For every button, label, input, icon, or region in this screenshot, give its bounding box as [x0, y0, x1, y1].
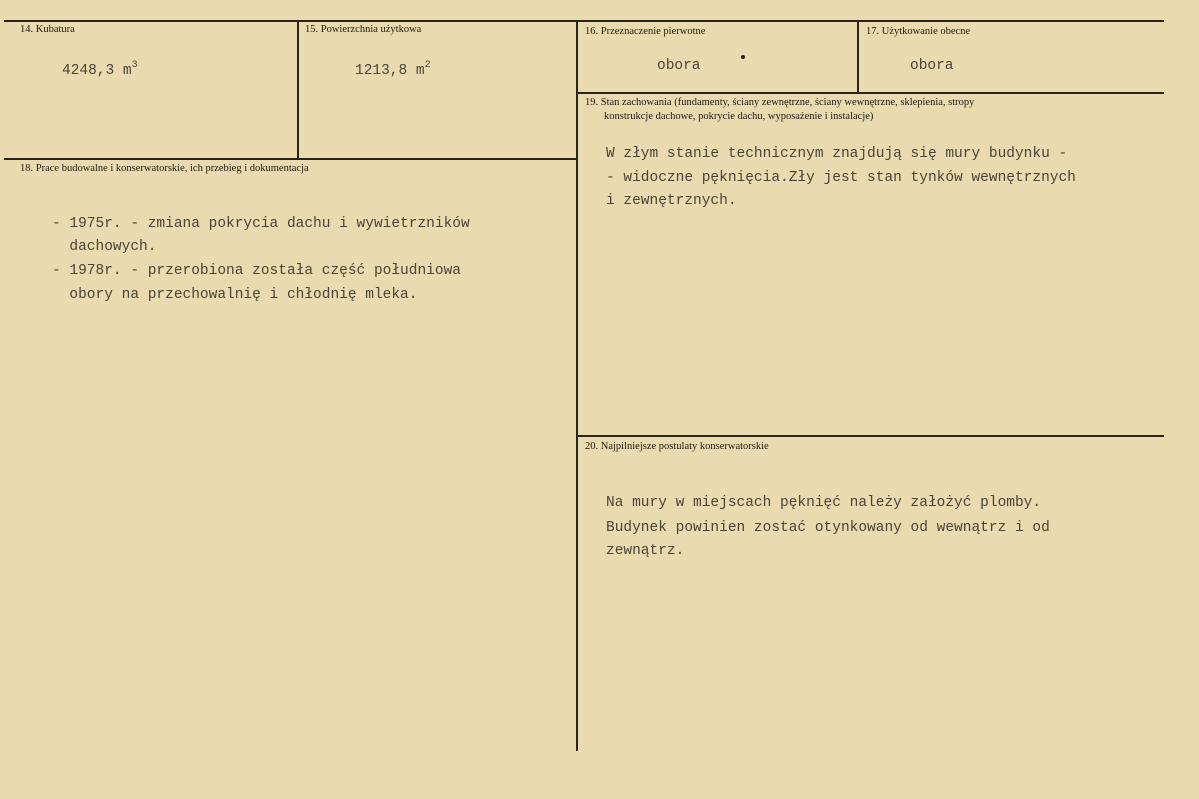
field-16-value: obora [657, 58, 701, 74]
field-17-value: obora [910, 58, 954, 74]
field-15-value: 1213,8 $m^2$ [355, 60, 431, 79]
field-19-line: i zewnętrznych. [606, 193, 737, 209]
field-18-line: obory na przechowalnię i chłodnię mleka. [52, 287, 418, 303]
field-17-label: 17. Użytkowanie obecne [866, 26, 971, 37]
field-14-label: 14. Kubatura [20, 24, 75, 35]
rule-above-20 [577, 435, 1164, 437]
center-divider [576, 21, 578, 751]
field-19-line: - widoczne pęknięcia.Zły jest stan tynków wewnętrznych [606, 170, 1076, 186]
ink-dot [741, 55, 745, 59]
field-18-line: - 1975r. - zmiana pokrycia dachu i wywietrzników [52, 216, 470, 232]
field-20-line: Budynek powinien zostać otynkowany od wewnątrz i od [606, 520, 1050, 536]
field-19-label: 19. Stan zachowania (fundamenty, ściany zewnętrzne, ściany wewnętrzne, sklepienia, stropy [585, 97, 975, 108]
field-18-label: 18. Prace budowalne i konserwatorskie, ich przebieg i dokumentacja [20, 163, 309, 174]
field-20-label: 20. Najpilniejsze postulaty konserwatorskie [585, 441, 769, 452]
rule-under-14-15 [4, 158, 577, 160]
divider-16-17 [857, 21, 859, 92]
rule-under-16-17 [577, 92, 1164, 94]
divider-14-15 [297, 21, 299, 158]
field-20-line: Na mury w miejscach pęknięć należy założyć plomby. [606, 495, 1042, 511]
field-19-label-cont: konstrukcje dachowe, pokrycie dachu, wyposażenie i instalacje) [604, 111, 874, 122]
field-16-label: 16. Przeznaczenie pierwotne [585, 26, 706, 37]
field-19-line: W złym stanie technicznym znajdują się mury budynku - [606, 146, 1068, 162]
field-18-line: - 1978r. - przerobiona została część południowa [52, 263, 461, 279]
field-18-line: dachowych. [52, 239, 157, 255]
field-20-line: zewnątrz. [606, 543, 685, 559]
top-rule [4, 20, 1164, 22]
field-15-label: 15. Powierzchnia użytkowa [305, 24, 422, 35]
field-14-value: 4248,3 $m^3$ [62, 60, 138, 79]
